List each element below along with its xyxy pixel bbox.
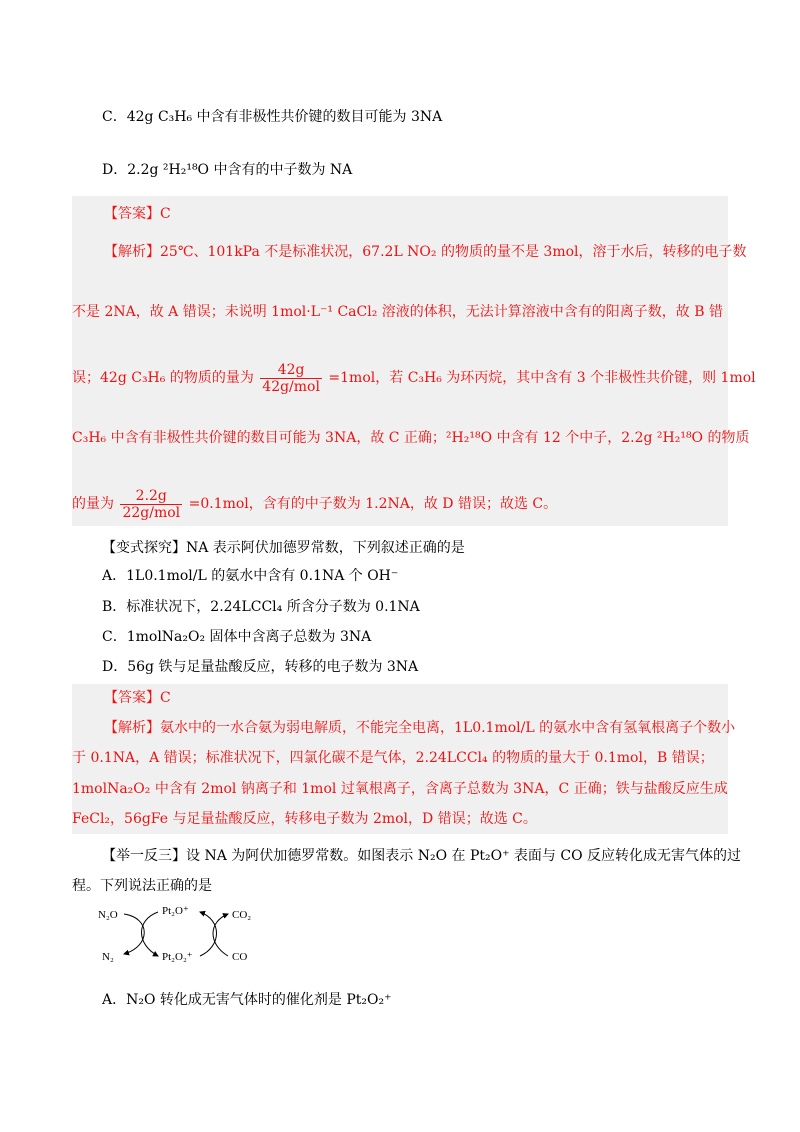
variant-option-d: D．56g 铁与足量盐酸反应，转移的电子数为 3NA	[102, 659, 419, 675]
exp3-text-b: =1mol，若 C₃H₆ 为环丙烷，其中含有 3 个非极性共价键，则 1mol	[328, 370, 756, 386]
exp5-text-b: =0.1mol，含有的中子数为 1.2NA，故 D 错误；故选 C。	[188, 496, 558, 512]
explanation-line-5	[72, 486, 557, 522]
label-co2: CO₂	[232, 909, 252, 921]
label-n2: N₂	[102, 951, 114, 963]
explanation2-line-3: 1molNa₂O₂ 中含有 2mol 钠离子和 1mol 过氧根离子，含离子总数为 3NA，C 正确；铁与盐酸反应生成	[72, 781, 728, 797]
label-co: CO	[232, 951, 248, 963]
exp3-text-a: 误；42g C₃H₆ 的物质的量为	[72, 370, 254, 386]
answer-label-2: 【答案】C	[104, 690, 171, 706]
variant-option-b: B．标准状况下，2.24LCCl₄ 所含分子数为 0.1NA	[102, 599, 420, 615]
fraction-22-num: 2.2g	[120, 488, 182, 505]
variant-option-a: A．1L0.1mol/L 的氨水中含有 0.1NA 个 OH⁻	[102, 568, 399, 584]
explanation-line-3	[72, 360, 756, 396]
answer-box-2	[72, 684, 736, 834]
q3-line-1: 【举一反三】设 NA 为阿伏加德罗常数。如图表示 N₂O 在 Pt₂O⁺ 表面与 CO 反应转化成无害气体的过	[102, 848, 742, 864]
explanation2-line-4: FeCl₂，56gFe 与足量盐酸反应，转移电子数为 2mol，D 错误；故选 C。	[72, 811, 537, 827]
fraction-42-num: 42g	[260, 362, 322, 379]
exp5-text-a: 的量为	[72, 496, 114, 512]
option-d-prev: D．2.2g ²H₂¹⁸O 中含有的中子数为 NA	[102, 162, 353, 178]
explanation2-line-2: 于 0.1NA，A 错误；标准状况下，四氯化碳不是气体，2.24LCCl₄ 的物质的量大于 0.1mol，B 错误；	[72, 750, 714, 766]
reaction-cycle-diagram	[96, 902, 316, 972]
option-c-prev: C．42g C₃H₆ 中含有非极性共价键的数目可能为 3NA	[102, 109, 443, 125]
label-pt2o: Pt₂O⁺	[162, 905, 189, 917]
fraction-42	[260, 362, 322, 395]
fraction-22-den: 22g/mol	[122, 504, 181, 521]
answer-label-1: 【答案】C	[104, 206, 171, 222]
answer-box-1	[72, 196, 756, 526]
explanation-line-4: C₃H₆ 中含有非极性共价键的数目可能为 3NA，故 C 正确；²H₂¹⁸O 中含有 12 个中子，2.2g ²H₂¹⁸O 的物质	[72, 430, 750, 446]
variant-stem: 【变式探究】NA 表示阿伏加德罗常数，下列叙述正确的是	[102, 540, 465, 556]
arrow-right-cycle-2	[213, 914, 228, 956]
arrow-right-cycle	[200, 912, 217, 956]
explanation-line-1: 【解析】25℃、101kPa 不是标准状况，67.2L NO₂ 的物质的量不是 3mol，溶于水后，转移的电子数	[104, 244, 747, 260]
explanation2-line-1: 【解析】氨水中的一水合氨为弱电解质，不能完全电离，1L0.1mol/L 的氨水中含有氢氧根离子个数小	[104, 720, 736, 736]
q3-line-2: 程。下列说法正确的是	[72, 878, 212, 894]
explanation-line-2: 不是 2NA，故 A 错误；未说明 1mol·L⁻¹ CaCl₂ 溶液的体积，无法计算溶液中含有的阳离子数，故 B 错	[72, 304, 723, 320]
label-n2o: N₂O	[98, 909, 118, 921]
variant-option-c: C．1molNa₂O₂ 固体中含离子总数为 3NA	[102, 629, 372, 645]
label-pt2o2: Pt₂O₂⁺	[162, 951, 193, 963]
fraction-42-den: 42g/mol	[262, 378, 320, 395]
q3-option-a: A．N₂O 转化成无害气体时的催化剂是 Pt₂O₂⁺	[102, 992, 392, 1008]
fraction-22	[120, 488, 182, 521]
